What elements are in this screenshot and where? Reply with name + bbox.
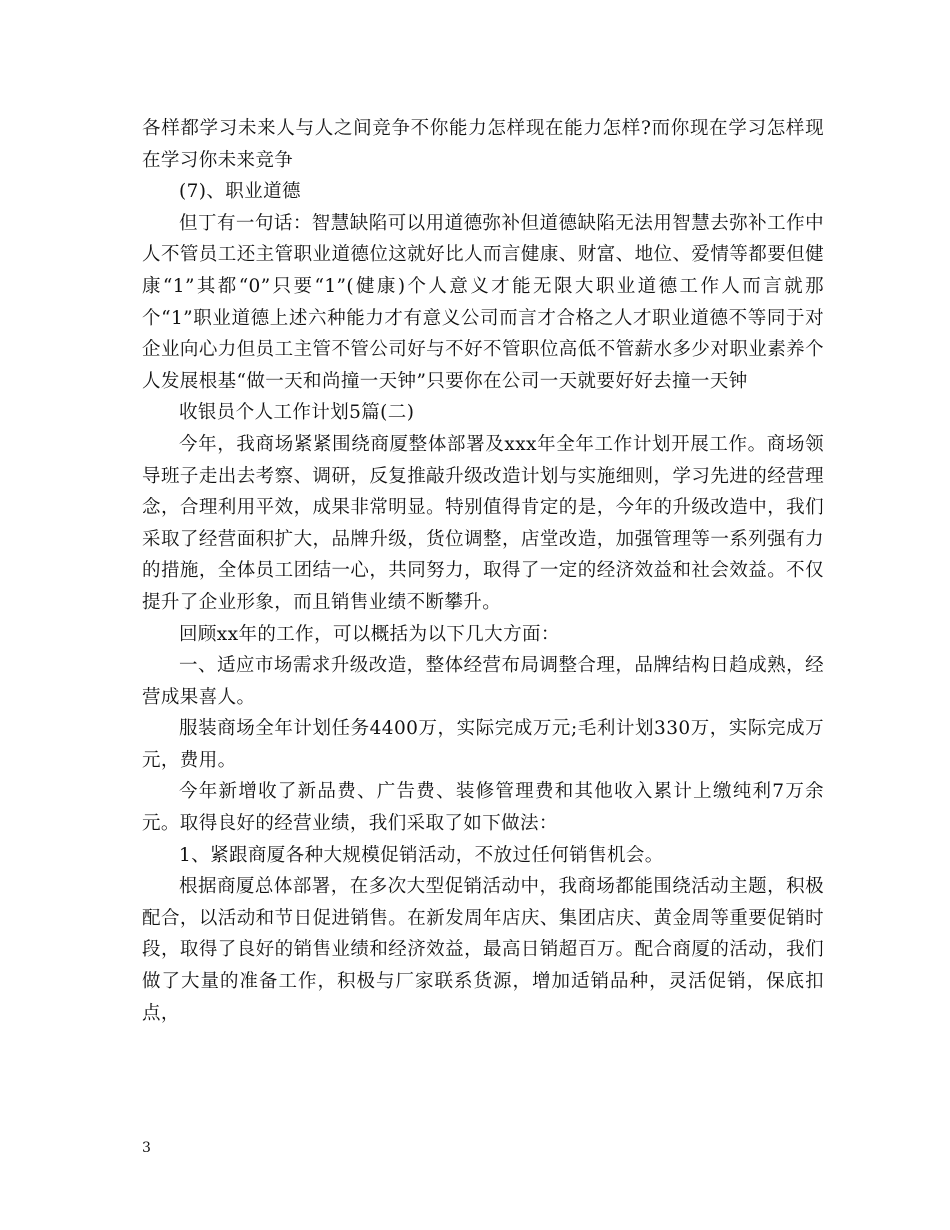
page-number: 3	[142, 1140, 151, 1156]
paragraph-3: 但丁有一句话：智慧缺陷可以用道德弥补但道德缺陷无法用智慧去弥补工作中人不管员工还主管职业道德位这就好比人而言健康、财富、地位、爱情等都要但健康“1”其都“0”只要“1”(健康)个人意义才能无限大职业道德工作人而言就那个“1”职业道德上述六种能力才有意义公司而言才合格之人才职业道德不等同于对企业向心力但员工主管不管公司好与不好不管职位高低不管薪水多少对职业素养个人发展根基“做一天和尚撞一天钟”只要你在公司一天就要好好去撞一天钟	[142, 212, 824, 392]
paragraph-7: 一、适应市场需求升级改造，整体经营布局调整合理，品牌结构日趋成熟，经营成果喜人。	[142, 655, 824, 708]
section-heading: 收银员个人工作计划5篇(二)	[179, 402, 415, 424]
paragraph-8: 服装商场全年计划任务4400万，实际完成万元;毛利计划330万，实际完成万元，费用。	[142, 718, 824, 771]
document-body	[142, 113, 824, 1029]
paragraph-6: 回顾xx年的工作，可以概括为以下几大方面：	[179, 623, 560, 645]
paragraph-1: 各样都学习未来人与人之间竞争不你能力怎样现在能力怎样?而你现在学习怎样现在学习你未来竞争	[142, 118, 824, 171]
paragraph-10: 1、紧跟商厦各种大规模促销活动，不放过任何销售机会。	[179, 844, 664, 866]
paragraph-11: 根据商厦总体部署，在多次大型促销活动中，我商场都能围绕活动主题，积极配合，以活动和节日促进销售。在新发周年店庆、集团店庆、黄金周等重要促销时段，取得了良好的销售业绩和经济效益，最高日销超百万。配合商厦的活动，我们做了大量的准备工作，积极与厂家联系货源，增加适销品种，灵活促销，保底扣点，	[142, 876, 824, 1024]
paragraph-2: (7)、职业道德	[179, 181, 301, 203]
paragraph-5: 今年，我商场紧紧围绕商厦整体部署及xxx年全年工作计划开展工作。商场领导班子走出去考察、调研，反复推敲升级改造计划与实施细则，学习先进的经营理念，合理利用平效，成果非常明显。特别值得肯定的是，今年的升级改造中，我们采取了经营面积扩大，品牌升级，货位调整，店堂改造，加强管理等一系列强有力的措施，全体员工团结一心，共同努力，取得了一定的经济效益和社会效益。不仅提升了企业形象，而且销售业绩不断攀升。	[142, 433, 824, 613]
paragraph-9: 今年新增收了新品费、广告费、装修管理费和其他收入累计上缴纯利7万余元。取得良好的经营业绩，我们采取了如下做法：	[142, 781, 824, 835]
